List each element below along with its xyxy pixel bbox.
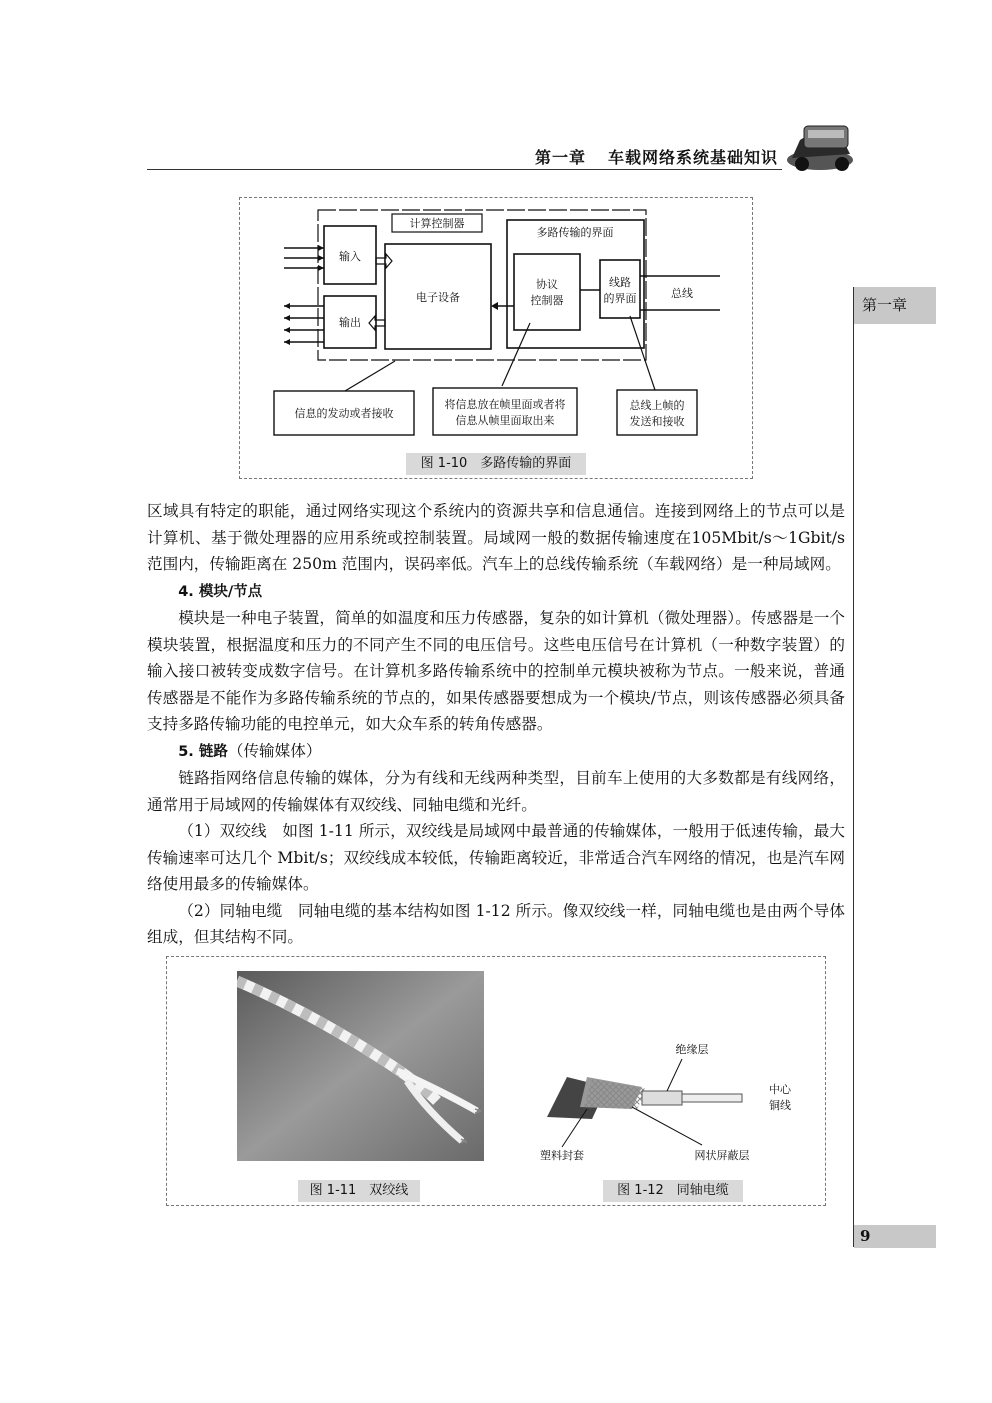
coaxial-cable-drawing (532, 1027, 802, 1167)
label-line-1: 线路 (609, 276, 631, 289)
label-protocol-1: 协议 (536, 278, 558, 291)
paragraph: （2）同轴电缆 同轴电缆的基本结构如图 1-12 所示。像双绞线一样，同轴电缆也是由两个导体组成，但其结构不同。 (147, 901, 845, 946)
header-chapter: 第一章 (535, 148, 587, 167)
label-line-2: 的界面 (603, 292, 637, 305)
paragraph: （1）双绞线 如图 1-11 所示，双绞线是局域网中最普通的传输媒体，一般用于低速传输，最大传输速率可达几个 Mbit/s；双绞线成本较低，传输距离较近，非常适合汽车网络的情况，也是汽车网络使用最多的传输媒体。 (147, 822, 845, 893)
note-bus-1: 总线上帧的 (629, 399, 685, 412)
note-send-receive: 信息的发动或者接收 (294, 407, 394, 420)
section-heading: 4. 模块/节点 (178, 583, 263, 600)
label-shield: 网状屏蔽层 (694, 1149, 750, 1162)
paragraph: 区域具有特定的职能，通过网络实现这个系统内的资源共享和信息通信。连接到网络上的节点可以是计算机、基于微处理器的应用系统或控制装置。局域网一般的数据传输速度在105Mbit/s～1Gbit/s 范围内，传输距离在 250m 范围内，误码率低。汽车上的总线传输系统（车载网络）是一种局域网。 (147, 502, 845, 573)
section-heading: 5. 链路（传输媒体） (178, 741, 322, 760)
figure-1-10 (239, 197, 753, 479)
running-header (535, 145, 780, 167)
label-insulation: 绝缘层 (675, 1043, 709, 1056)
figure-1-11-caption: 图 1-11 双绞线 (298, 1180, 420, 1202)
label-input: 输入 (339, 250, 361, 263)
twisted-pair-photo (237, 971, 484, 1161)
figure-1-11-1-12 (166, 956, 826, 1206)
label-center-1: 中心 (769, 1083, 791, 1096)
chapter-tab: 第一章 (854, 287, 936, 324)
page-number: 9 (854, 1225, 936, 1248)
header-title: 车载网络系统基础知识 (608, 148, 779, 167)
label-multiplex-interface: 多路传输的界面 (536, 226, 614, 239)
header-car-icon (780, 120, 855, 175)
label-output: 输出 (339, 316, 361, 329)
label-computer-controller: 计算控制器 (409, 217, 465, 230)
note-frame-1: 将信息放在帧里面或者将 (444, 398, 566, 411)
label-electronic-device: 电子设备 (416, 291, 460, 304)
paragraph: 模块是一种电子装置，简单的如温度和压力传感器，复杂的如计算机（微处理器）。传感器是一个模块装置，根据温度和压力的不同产生不同的电压信号。这些电压信号在计算机（一种数字装置）的输入接口被转变成数字信号。在计算机多路传输系统中的控制单元模块被称为节点。一般来说，普通传感器是不能作为多路传输系统的节点的，如果传感器要想成为一个模块/节点，则该传感器必须具备支持多路传输功能的电控单元，如大众车系的转角传感器。 (147, 609, 845, 733)
note-frame-2: 信息从帧里面取出来 (455, 414, 555, 427)
paragraph: 链路指网络信息传输的媒体，分为有线和无线两种类型，目前车上使用的大多数都是有线网络，通常用于局域网的传输媒体有双绞线、同轴电缆和光纤。 (147, 769, 845, 814)
side-rule (853, 287, 854, 1247)
label-protocol-2: 控制器 (530, 294, 564, 307)
figure-1-12-caption: 图 1-12 同轴电缆 (603, 1180, 743, 1202)
multiplex-diagram (240, 198, 752, 448)
body-text (147, 498, 845, 951)
label-center-2: 铜线 (769, 1099, 791, 1112)
label-jacket: 塑料封套 (540, 1149, 584, 1162)
label-bus: 总线 (671, 287, 693, 300)
figure-1-10-caption: 图 1-10 多路传输的界面 (406, 453, 586, 475)
header-rule (147, 169, 782, 170)
note-bus-2: 发送和接收 (629, 415, 685, 428)
